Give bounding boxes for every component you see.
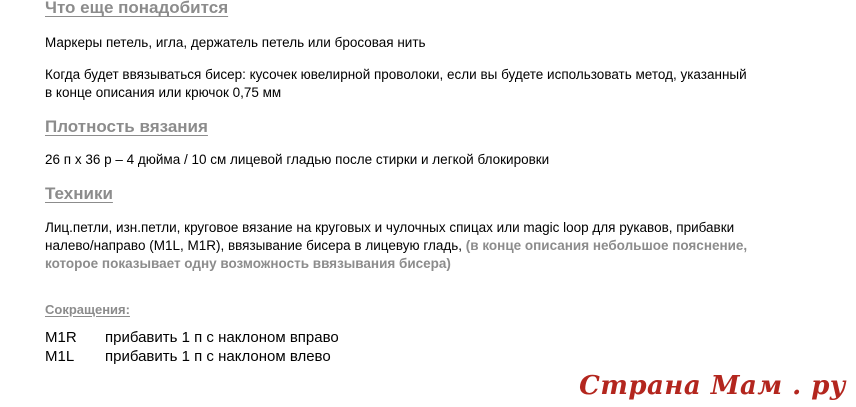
abbreviation-value: прибавить 1 п с наклоном влево: [105, 348, 331, 365]
abbreviations-title: Сокращения:: [45, 302, 130, 317]
needed-paragraph-1: Маркеры петель, игла, держатель петель или бросовая нить: [45, 35, 426, 50]
abbreviation-value: прибавить 1 п с наклоном вправо: [105, 329, 339, 346]
techniques-note-end: которое показывает одну возможность ввязывания бисера): [45, 256, 451, 271]
watermark-logo: Страна Мам . ру: [579, 371, 846, 401]
techniques-note-start: (в конце описания небольшое пояснение,: [465, 238, 748, 253]
abbreviation-row-m1r: [45, 328, 339, 348]
techniques-line-1: Лиц.петли, изн.петли, круговое вязание на круговых и чулочных спицах или magic loop для рукавов, прибавки: [45, 220, 735, 235]
abbreviation-key: M1L: [45, 348, 75, 365]
gauge-text: 26 п х 36 р – 4 дюйма / 10 см лицевой гладью после стирки и легкой блокировки: [45, 152, 550, 167]
heading-gauge: Плотность вязания: [45, 117, 208, 136]
techniques-line-2-plain: налево/направо (M1L, M1R), ввязывание бисера в лицевую гладь,: [45, 238, 466, 253]
needed-paragraph-2-line-1: Когда будет ввязываться бисер: кусочек ювелирной проволоки, если вы будете использовать метод, указанный: [45, 67, 747, 82]
heading-techniques: Техники: [45, 184, 113, 203]
abbreviation-key: M1R: [45, 329, 77, 346]
needed-paragraph-2-line-2: в конце описания или крючок 0,75 мм: [45, 85, 282, 100]
heading-what-else-needed: Что еще понадобится: [45, 0, 229, 17]
techniques-line-2: [45, 237, 747, 255]
abbreviation-row-m1l: [45, 347, 331, 367]
